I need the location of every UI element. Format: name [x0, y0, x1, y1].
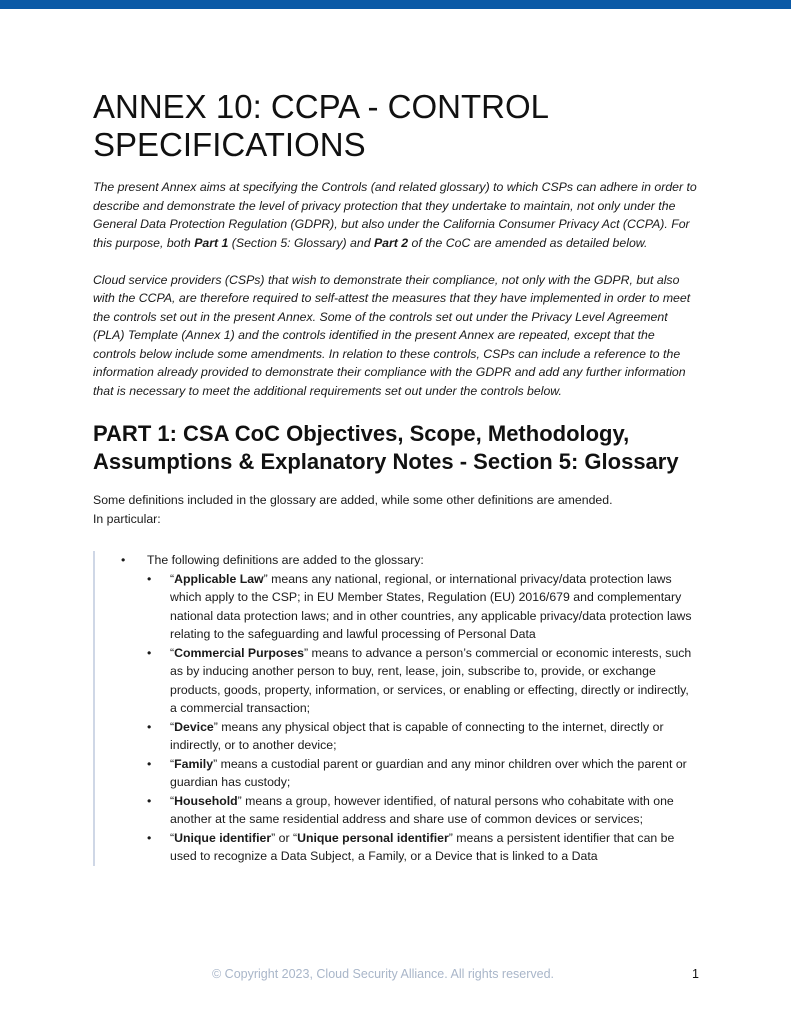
bullet-icon: •	[147, 756, 152, 771]
footer-copyright: © Copyright 2023, Cloud Security Alliance. All rights reserved.	[212, 967, 555, 981]
open-quote: “	[170, 719, 175, 734]
definition-term: Family	[174, 756, 214, 771]
section-heading: PART 1: CSA CoC Objectives, Scope, Methodology, Assumptions & Explanatory Notes - Section 5: Glossary	[93, 421, 679, 474]
list-intro: The following definitions are added to the glossary:	[147, 553, 424, 567]
section-intro-line-1: Some definitions included in the glossary are added, while some other definitions are amended.	[93, 493, 613, 507]
intro-1-part-1: Part 1	[194, 235, 229, 250]
definition-text: ” means a persistent identifier that can be used to recognize a Data Subject, a Family, or a Device that is linked to a Data	[170, 830, 675, 863]
bullet-icon: •	[147, 830, 152, 845]
list-item	[121, 551, 699, 866]
section-intro	[93, 491, 699, 528]
definitions-list	[95, 551, 699, 866]
bullet-icon: •	[147, 719, 152, 734]
intro-paragraph-2: Cloud service providers (CSPs) that wish to demonstrate their compliance, not only with the GDPR, but also with the CCPA, are therefore required to self-attest the measures that they have implemented in order to meet the controls set out in the present Annex. Some of the controls set out under the Privacy Level Agreement (PLA) Template (Annex 1) and the controls identified in the present Annex are repeated, except that the controls below include some amendments. In relation to these controls, CSPs can include a reference to the information already provided to demonstrate their compliance with the GDPR and add any further information that is necessary to meet the additional requirements set out under the controls below.	[93, 272, 691, 398]
definition-text: ” means any physical object that is capable of connecting to the internet, directly or indirectly, or to another device;	[170, 719, 664, 752]
definition-text: ” means any national, regional, or international privacy/data protection laws which apply to the CSP; in EU Member States, Regulation (EU) 2016/679 and complementary national data protection laws; and in other countries, any applicable privacy/data protection laws relating to the safeguarding and lawful processing of Personal Data	[170, 571, 692, 641]
open-quote: “	[170, 756, 175, 771]
definition-applicable-law	[147, 570, 699, 644]
definition-term: Device	[174, 719, 214, 734]
bullet-icon: •	[147, 793, 152, 808]
definitions-sublist	[147, 570, 699, 866]
intro-1-text-a: The present Annex aims at specifying the Controls (and related glossary) to which CSPs can adhere in order to describe and demonstrate the level of privacy protection that they undertake to maintain, not only under the General Data Protection Regulation (GDPR), but also under the California Consumer Privacy Act (CCPA). For this purpose, both	[93, 180, 697, 250]
definition-household	[147, 792, 699, 829]
open-quote: “	[170, 645, 175, 660]
definition-term: Commercial Purposes	[174, 645, 304, 660]
open-quote: “	[170, 793, 175, 808]
intro-paragraph-1	[93, 178, 699, 252]
definition-text: ” means a custodial parent or guardian and any minor children over which the parent or guardian has custody;	[170, 756, 687, 789]
bullet-icon: •	[121, 553, 126, 567]
definition-term-separator: ” or “	[271, 830, 298, 845]
page-number: 1	[692, 967, 699, 981]
intro-1-part-2: Part 2	[373, 235, 409, 250]
top-accent-bar	[0, 0, 791, 9]
definition-unique-identifier	[147, 829, 699, 866]
definition-text: ” means to advance a person’s commercial or economic interests, such as by inducing another person to buy, rent, lease, join, subscribe to, provide, or exchange products, goods, property, information, or services, or enabling or effecting, directly or indirectly, a commercial transaction;	[170, 645, 692, 715]
definitions-block	[93, 551, 699, 866]
page-title: ANNEX 10: CCPA - CONTROL SPECIFICATIONS	[93, 88, 548, 163]
definition-term: Unique identifier	[174, 830, 272, 845]
open-quote: “	[170, 830, 175, 845]
definition-term-alt: Unique personal identifier	[297, 830, 449, 845]
open-quote: “	[170, 571, 175, 586]
bullet-icon: •	[147, 571, 152, 586]
intro-1-text-e: of the CoC are amended as detailed below.	[408, 235, 648, 250]
definition-text: ” means a group, however identified, of natural persons who cohabitate with one another at the same residential address and share use of common devices or services;	[170, 793, 674, 826]
definition-commercial-purposes	[147, 644, 699, 718]
definition-term: Applicable Law	[174, 571, 264, 586]
definition-term: Household	[174, 793, 238, 808]
definition-family	[147, 755, 699, 792]
section-intro-line-2: In particular:	[93, 511, 161, 526]
page-content	[93, 88, 699, 866]
bullet-icon: •	[147, 645, 152, 660]
intro-1-text-c: (Section 5: Glossary) and	[228, 235, 374, 250]
definition-device	[147, 718, 699, 755]
